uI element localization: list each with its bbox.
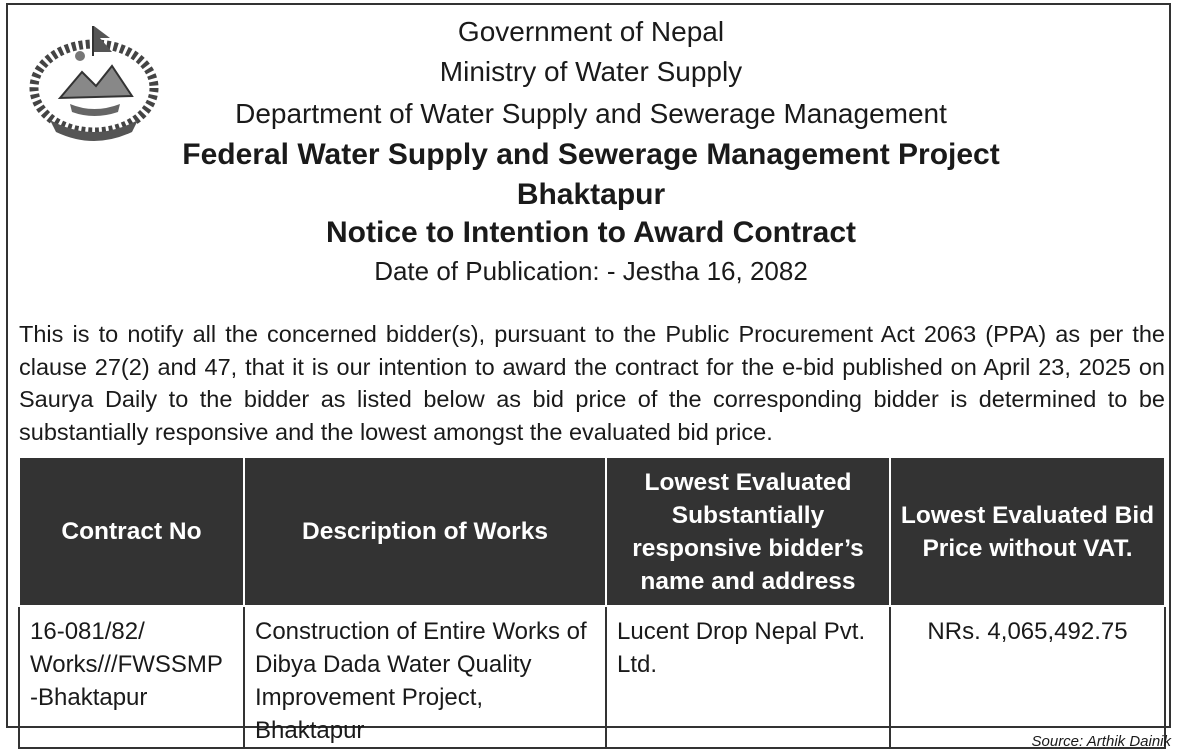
table-row [19,606,1165,748]
cell-price: NRs. 4,065,492.75 [890,606,1165,748]
table-header-row [19,457,1165,606]
source-credit: Source: Arthik Dainik [1031,733,1171,750]
cell-bidder: Lucent Drop Nepal Pvt. Ltd. [606,606,890,748]
publication-date: Date of Publication: - Jestha 16, 2082 [374,256,808,286]
header-price: Lowest Evaluated Bid Price without VAT. [890,457,1165,606]
notice-header [170,18,1012,298]
notice-paragraph: This is to notify all the concerned bidder(s), pursuant to the Public Procurement Act 2063 (PPA) as per the clause 27(2) and 47, that it is our intention to award the contract for the e-bid published on April 23, 2025 on Saurya Daily to the bidder as listed below as bid price of the corresponding bidder is determined to be substantially responsive and the lowest amongst the evaluated bid price. [19,321,1165,445]
project-title: Federal Water Supply and Sewerage Management Project [182,138,1000,171]
award-table [18,456,1166,749]
nepal-emblem-icon [20,20,168,146]
ministry-title: Ministry of Water Supply [439,56,743,87]
cell-contract-no: 16-081/82/ Works///FWSSMP -Bhaktapur [19,606,244,748]
cell-description: Construction of Entire Works of Dibya Dada Water Quality Improvement Project, Bhaktapur [244,606,606,748]
location-title: Bhaktapur [516,178,666,211]
government-title: Government of Nepal [457,16,725,47]
header-bidder: Lowest Evaluated Substantially responsive bidder’s name and address [606,457,890,606]
department-title: Department of Water Supply and Sewerage Management [235,98,947,129]
notice-title: Notice to Intention to Award Contract [326,216,856,249]
header-description: Description of Works [244,457,606,606]
header-contract-no: Contract No [19,457,244,606]
